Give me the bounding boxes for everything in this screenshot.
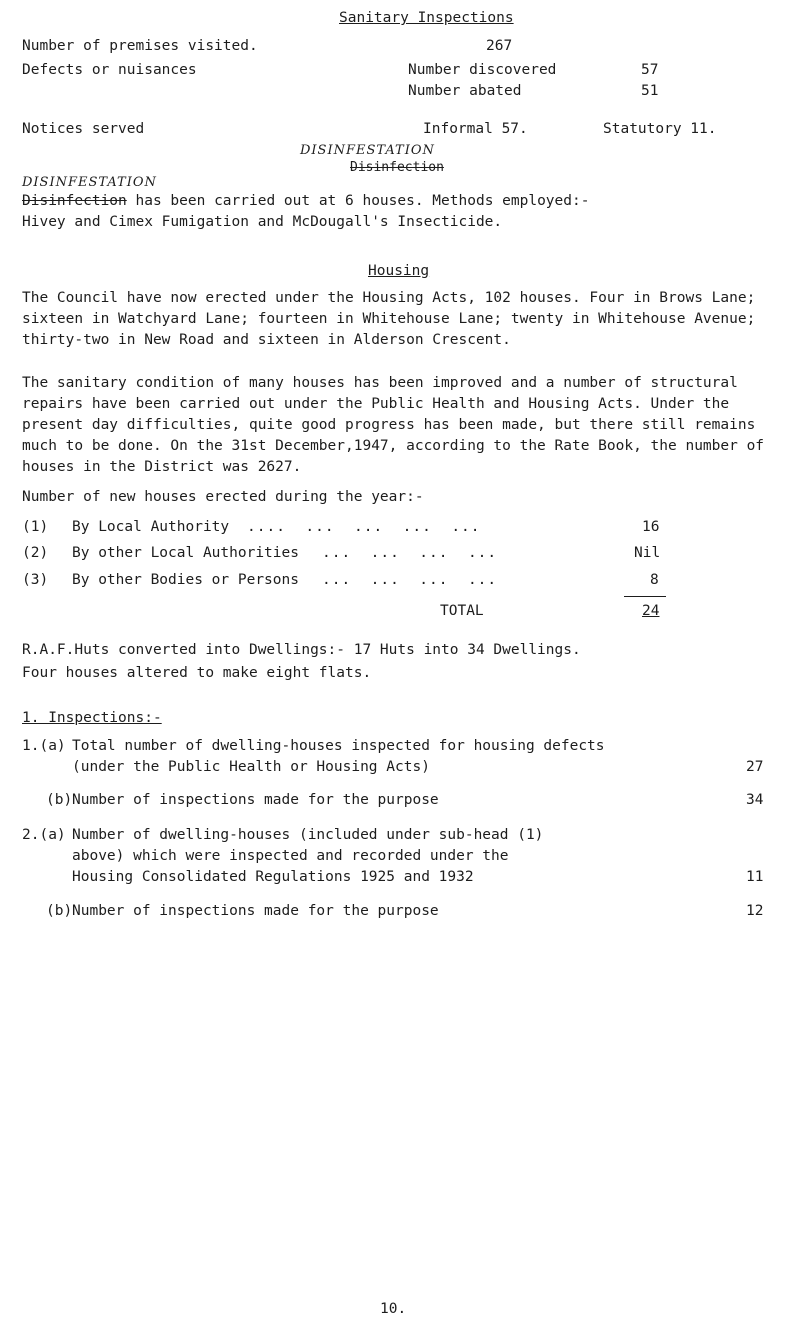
notices-label: Notices served <box>22 121 145 137</box>
item-2-value: Nil <box>634 545 661 561</box>
inspection-1b-line1: Number of inspections made for the purpose <box>72 792 439 808</box>
methods-line: Hivey and Cimex Fumigation and McDougall's Insecticide. <box>22 214 503 230</box>
abated-value: 51 <box>641 83 659 99</box>
defects-label: Defects or nuisances <box>22 62 197 78</box>
struck-word: Disinfection <box>22 193 127 209</box>
item-2-label: By other Local Authorities <box>72 545 299 561</box>
item-3-num: (3) <box>22 572 49 588</box>
inspection-1b-value: 34 <box>746 792 764 808</box>
inspection-1a-line2: (under the Public Health or Housing Acts) <box>72 759 430 775</box>
abated-label: Number abated <box>408 83 522 99</box>
housing-heading: Housing <box>368 263 430 279</box>
item-3-value: 8 <box>650 572 659 588</box>
struck-word-upper: Disinfection <box>350 160 444 175</box>
inspection-2a-value: 11 <box>746 869 764 885</box>
housing-paragraph-1: The Council have now erected under the Housing Acts, 102 houses. Four in Brows Lane; sixteen in Watchyard Lane; fourteen in Whitehouse Lane; twenty in Whitehouse Avenue; thirty-two in New Road and sixteen in Alderson Crescent. <box>22 290 756 348</box>
raf-huts-line: R.A.F.Huts converted into Dwellings:- 17 Huts into 34 Dwellings. <box>22 642 581 658</box>
item-2-num: (2) <box>22 545 49 561</box>
notices-informal: Informal 57. <box>423 121 528 137</box>
four-houses-line: Four houses altered to make eight flats. <box>22 665 372 681</box>
total-label: TOTAL <box>440 603 484 619</box>
inspection-2b-value: 12 <box>746 903 764 919</box>
discovered-label: Number discovered <box>408 62 557 78</box>
inspection-2b-num: (b) <box>46 903 73 919</box>
discovered-value: 57 <box>641 62 659 78</box>
total-rule <box>624 596 666 597</box>
item-2-leader: ... ... ... ... <box>322 545 498 561</box>
inspection-1a-value: 27 <box>746 759 764 775</box>
disinfection-line <box>22 193 589 209</box>
item-3-label: By other Bodies or Persons <box>72 572 299 588</box>
item-1-value: 16 <box>642 519 660 535</box>
inspection-1b-num: (b) <box>46 792 73 808</box>
item-1-num: (1) <box>22 519 49 535</box>
new-houses-label: Number of new houses erected during the year:- <box>22 489 424 505</box>
item-1-leader: .... ... ... ... ... <box>247 519 481 535</box>
disinfection-line-rest: has been carried out at 6 houses. Methods employed:- <box>135 193 590 209</box>
housing-paragraph-2: The sanitary condition of many houses has been improved and a number of structural repairs have been carried out under the Public Health and Housing Acts. Under the present day difficulties, quite good progress has been made, but there still remains much to be done. On the 31st December,1947, according to the Rate Book, the number of houses in the District was 2627. <box>22 375 765 475</box>
inspection-2a-line1: Number of dwelling-houses (included under sub-head (1) <box>72 827 544 843</box>
total-value: 24 <box>642 603 660 619</box>
inspection-1a-line1: Total number of dwelling-houses inspected for housing defects <box>72 738 605 754</box>
handwritten-correction: DISINFESTATION <box>300 143 435 158</box>
page-number: 10. <box>380 1301 407 1317</box>
item-1-label: By Local Authority <box>72 519 230 535</box>
inspection-2b-line1: Number of inspections made for the purpose <box>72 903 439 919</box>
premises-label: Number of premises visited. <box>22 38 258 54</box>
inspection-1a-num: 1.(a) <box>22 738 66 754</box>
inspections-heading: 1. Inspections:- <box>22 710 162 726</box>
premises-value: 267 <box>486 38 513 54</box>
inspection-2a-num: 2.(a) <box>22 827 66 843</box>
inspection-2a-line3: Housing Consolidated Regulations 1925 and 1932 <box>72 869 474 885</box>
sanitary-heading: Sanitary Inspections <box>339 10 514 26</box>
inspection-2a-line2: above) which were inspected and recorded under the <box>72 848 509 864</box>
handwritten-correction-left: DISINFESTATION <box>22 175 157 190</box>
item-3-leader: ... ... ... ... <box>322 572 498 588</box>
notices-statutory: Statutory 11. <box>603 121 717 137</box>
